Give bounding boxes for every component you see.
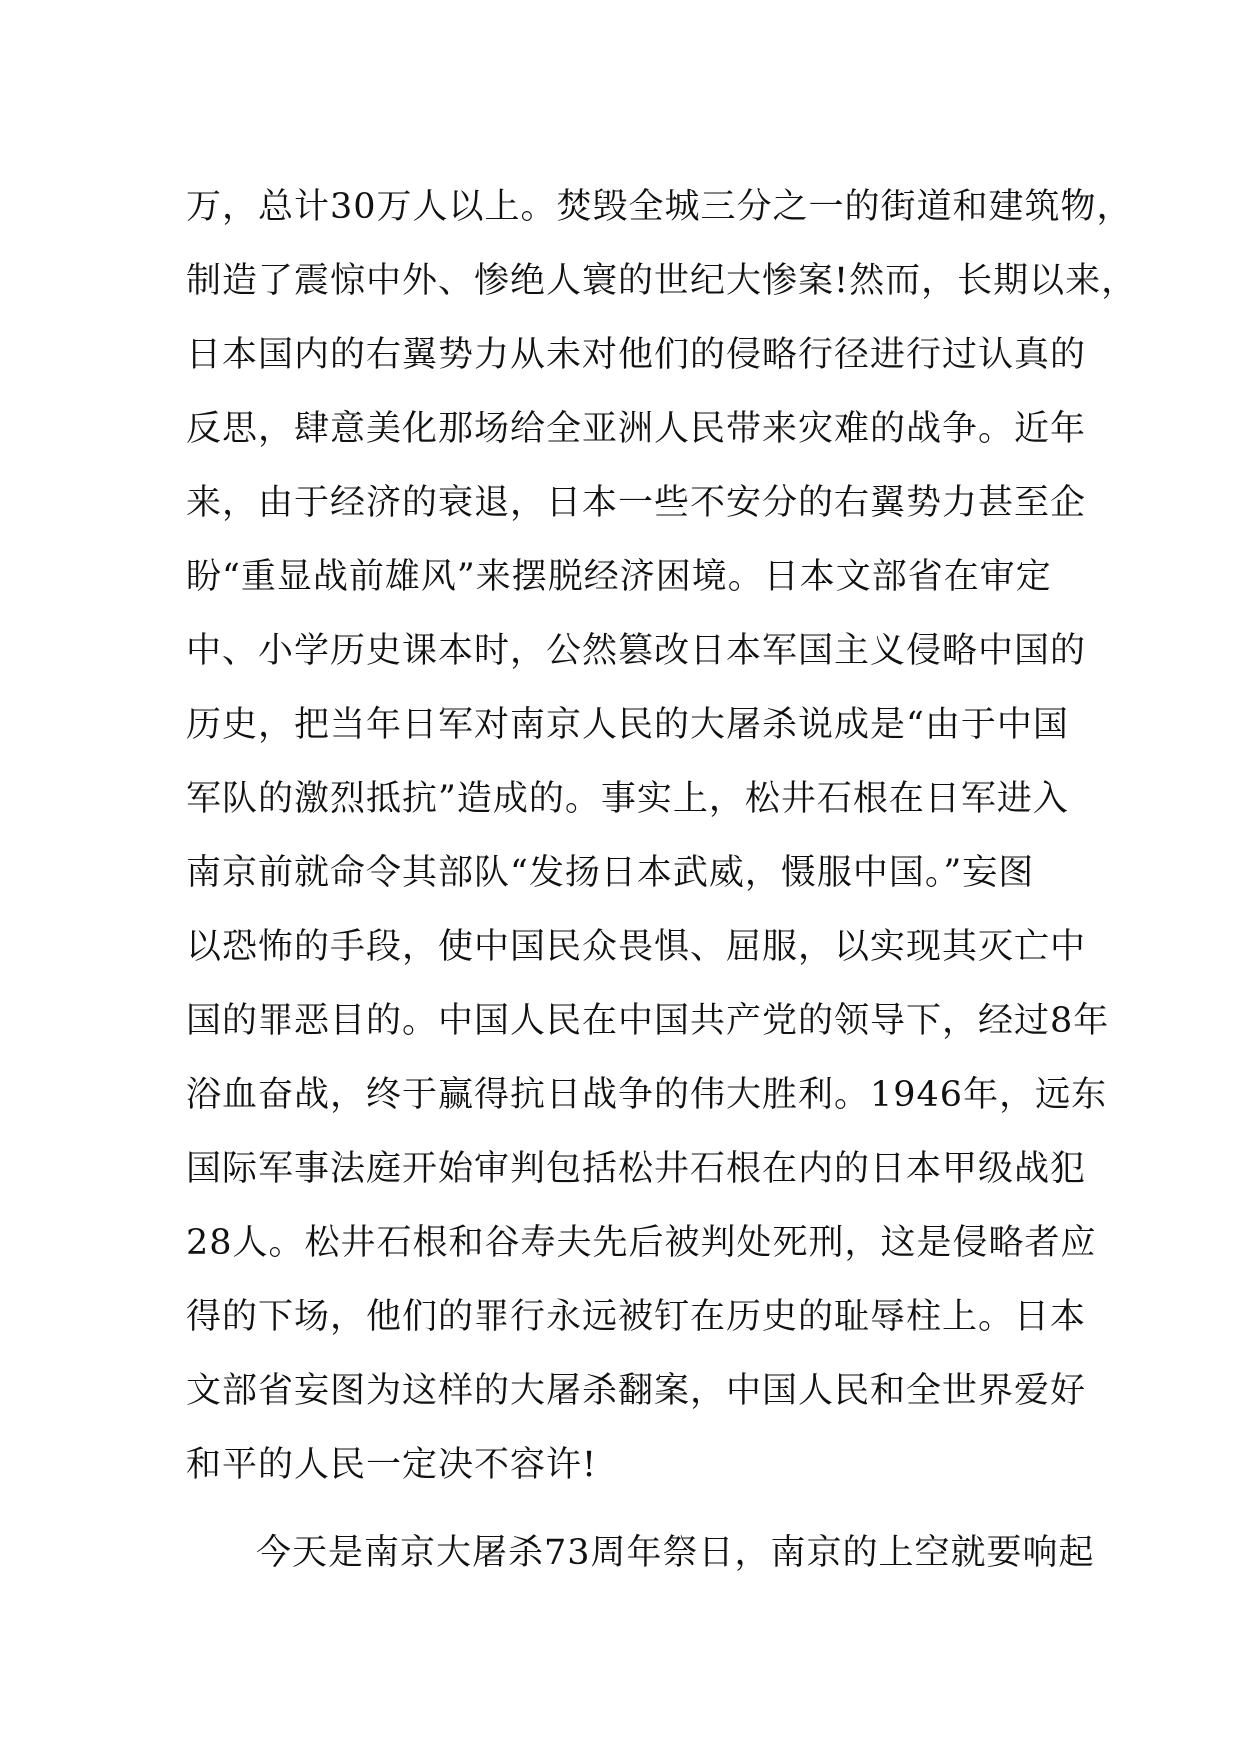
text-line: 国际军事法庭开始审判包括松井石根在内的日本甲级战犯 — [186, 1149, 1087, 1189]
text-line: 以恐怖的手段，使中国民众畏惧、屈服，以实现其灭亡中 — [186, 927, 1087, 967]
text-line: 日本国内的右翼势力从未对他们的侵略行径进行过认真的 — [186, 335, 1087, 375]
text-line: 制造了震惊中外、惨绝人寰的世纪大惨案!然而，长期以来， — [186, 261, 1138, 301]
text-line: 国的罪恶目的。中国人民在中国共产党的领导下，经过8年 — [186, 1001, 1110, 1041]
text-line: 反思，肆意美化那场给全亚洲人民带来灾难的战争。近年 — [186, 409, 1087, 449]
text-line: 历史，把当年日军对南京人民的大屠杀说成是“由于中国 — [186, 705, 1069, 745]
text-line: 军队的激烈抵抗”造成的。事实上，松井石根在日军进入 — [186, 779, 1069, 819]
paragraph-gap — [186, 1502, 1066, 1516]
text-line: 南京前就命令其部队“发扬日本武威，慑服中国。”妄图 — [186, 853, 1035, 893]
text-line: 和平的人民一定决不容许! — [186, 1445, 598, 1485]
text-line: 今天是南京大屠杀73周年祭日，南京的上空就要响起 — [256, 1533, 1095, 1573]
paragraph-1 — [186, 170, 1138, 1502]
text-line: 文部省妄图为这样的大屠杀翻案，中国人民和全世界爱好 — [186, 1371, 1087, 1411]
text-line: 万，总计30万人以上。焚毁全城三分之一的街道和建筑物， — [186, 187, 1133, 227]
text-line: 得的下场，他们的罪行永远被钉在历史的耻辱柱上。日本 — [186, 1297, 1087, 1337]
body-text — [186, 170, 1138, 1590]
text-line: 中、小学历史课本时，公然篡改日本军国主义侵略中国的 — [186, 631, 1087, 671]
text-line: 28人。松井石根和谷寿夫先后被判处死刑，这是侵略者应 — [186, 1223, 1097, 1263]
text-line: 盼“重显战前雄风”来摆脱经济困境。日本文部省在审定 — [186, 557, 1052, 597]
text-line: 来，由于经济的衰退，日本一些不安分的右翼势力甚至企 — [186, 483, 1087, 523]
paragraph-2 — [186, 1516, 1095, 1590]
text-line: 浴血奋战，终于赢得抗日战争的伟大胜利。1946年，远东 — [186, 1075, 1108, 1115]
